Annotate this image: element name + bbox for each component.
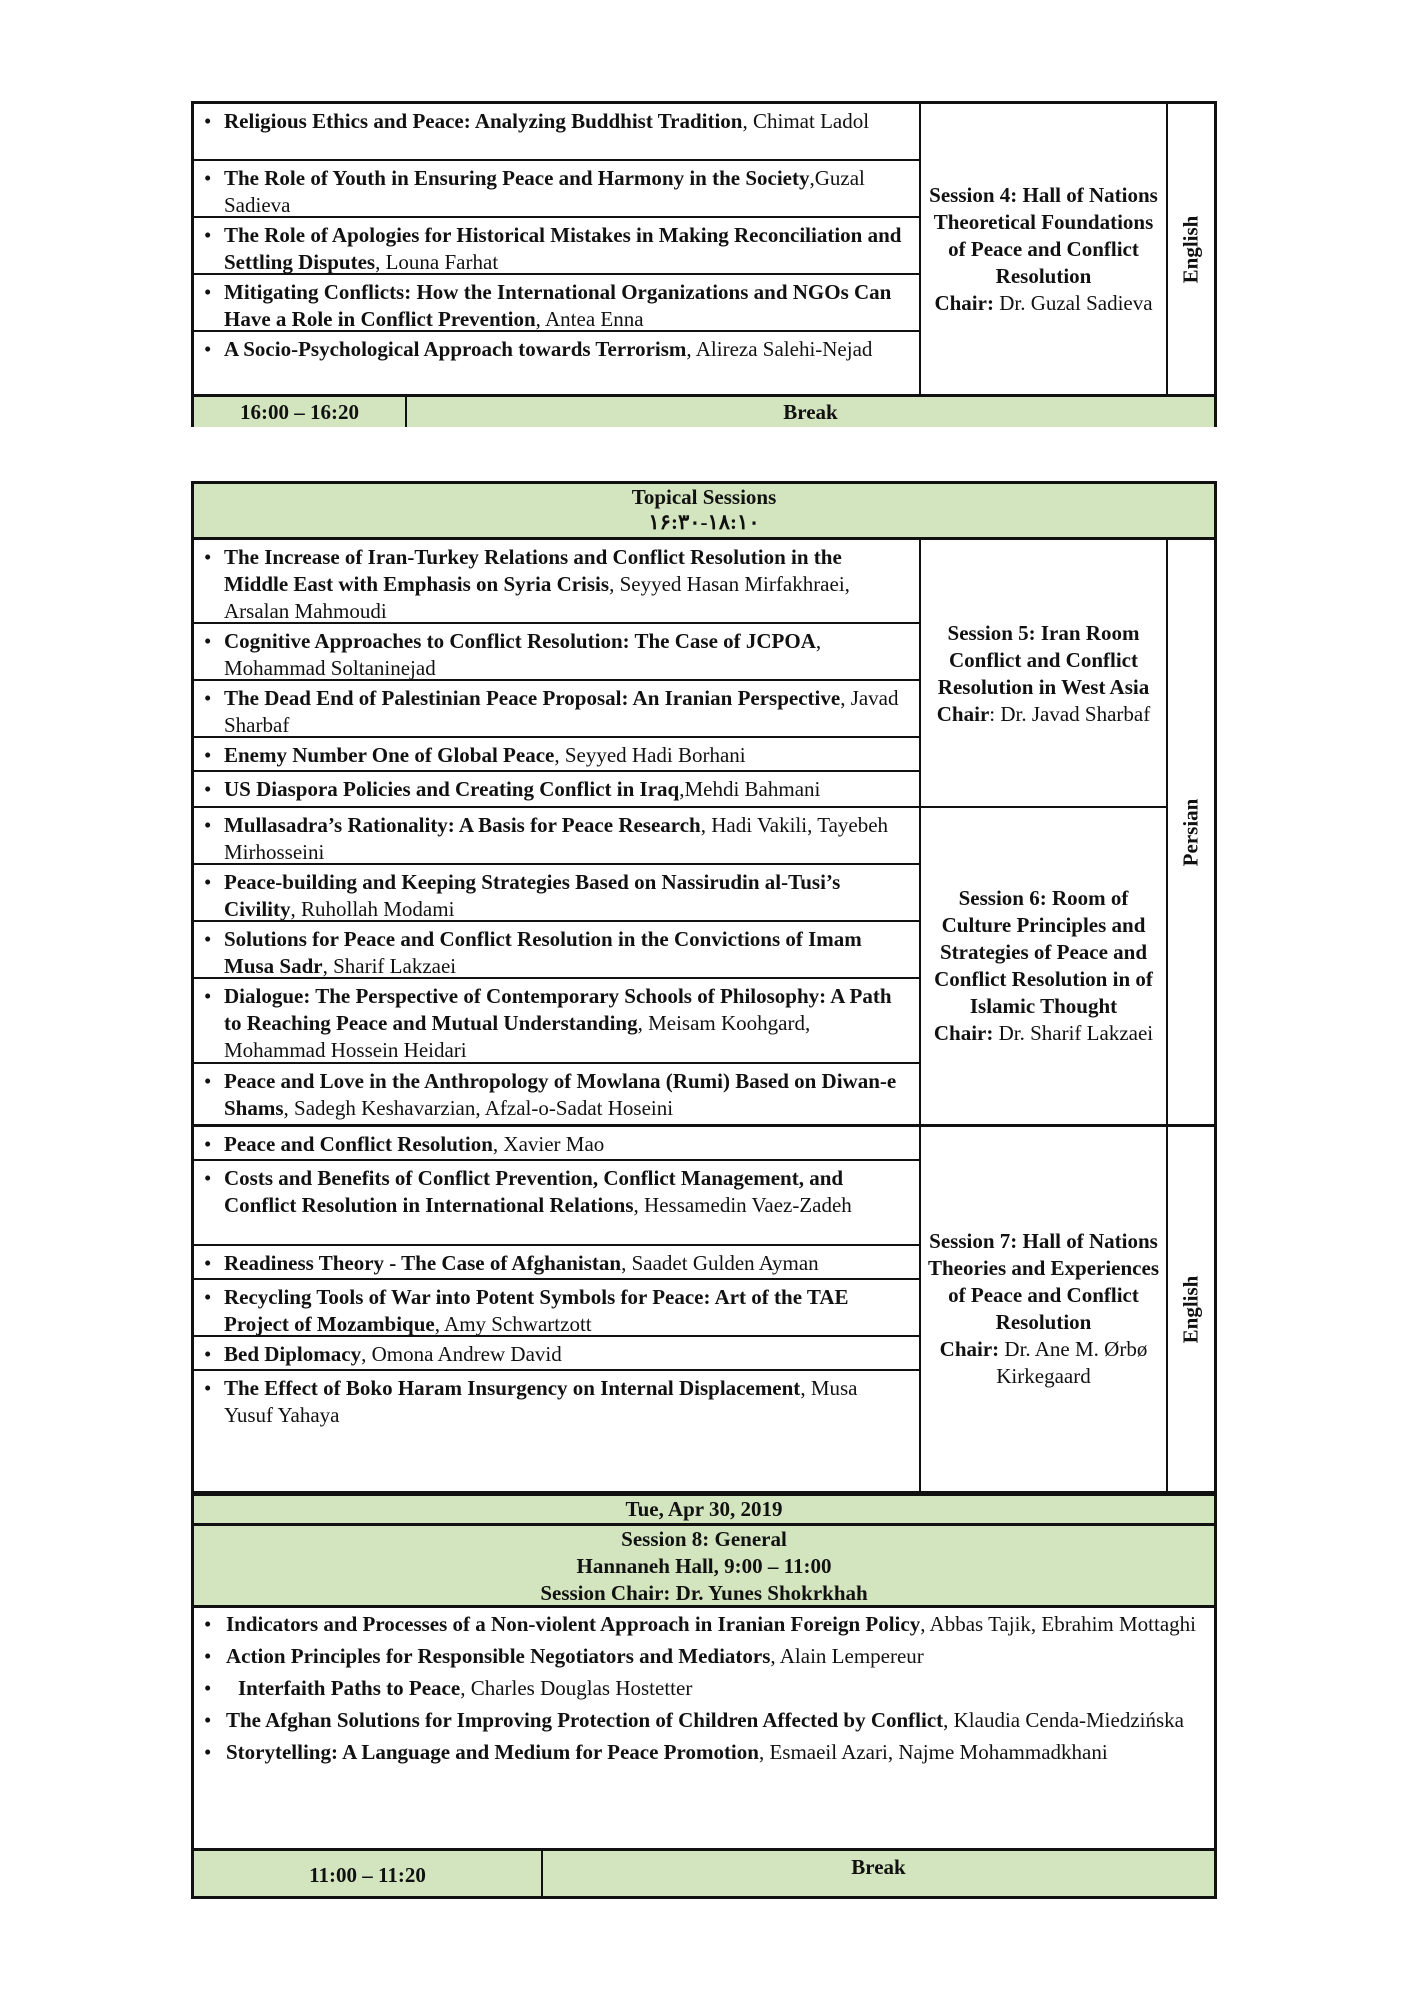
paper-item xyxy=(194,1640,1214,1672)
paper-authors: , Alain Lempereur xyxy=(770,1644,924,1668)
paper-item xyxy=(194,865,919,922)
paper-title: Bed Diplomacy xyxy=(224,1342,362,1366)
bullet-icon: • xyxy=(204,743,212,767)
chair-name: Dr. Guzal Sadieva xyxy=(993,290,1153,315)
paper-authors: , Seyyed Hadi Borhani xyxy=(554,743,746,767)
bullet-icon: • xyxy=(204,280,212,304)
paper-authors: , Sharif Lakzaei xyxy=(322,954,457,978)
chair-name: Dr. Sharif Lakzaei xyxy=(993,1021,1154,1045)
paper-item xyxy=(194,1064,919,1124)
session7-papers xyxy=(194,1127,919,1491)
language-cell xyxy=(1168,104,1214,394)
chair-name: : Dr. Javad Sharbaf xyxy=(989,701,1151,726)
paper-title: Action Principles for Responsible Negotiators and Mediators xyxy=(226,1644,771,1668)
session-chair xyxy=(927,1336,1160,1390)
chair-label: Chair: xyxy=(934,290,994,315)
paper-title: A Socio-Psychological Approach towards Terrorism xyxy=(224,337,687,361)
paper-item xyxy=(194,1280,919,1337)
paper-authors: , Meisam Koohgard, Mohammad Hossein Heidari xyxy=(224,1011,811,1062)
paper-authors: , Saadet Gulden Ayman xyxy=(621,1251,819,1275)
paper-item xyxy=(194,275,919,332)
paper-title: Mitigating Conflicts: How the International Organizations and NGOs Can Have a Role in Conflict Prevention xyxy=(224,280,892,331)
bullet-icon: • xyxy=(204,777,212,801)
paper-authors: ,Mehdi Bahmani xyxy=(679,777,821,801)
session8-table xyxy=(191,1493,1217,1899)
paper-authors: , Mohammad Soltaninejad xyxy=(224,629,822,680)
chair-name: Dr. Ane M. Ørbø Kirkegaard xyxy=(996,1337,1148,1388)
paper-title: Peace and Conflict Resolution xyxy=(224,1132,493,1156)
paper-item xyxy=(194,1704,1214,1736)
bullet-icon: • xyxy=(204,1740,212,1764)
break-time: 16:00 – 16:20 xyxy=(194,397,407,427)
paper-title: Interfaith Paths to Peace xyxy=(238,1676,461,1700)
paper-authors: , Hadi Vakili, Tayebeh Mirhosseini xyxy=(224,813,889,864)
session7-info xyxy=(919,1127,1168,1491)
date-row xyxy=(194,1496,1214,1526)
paper-item xyxy=(194,1736,1214,1768)
paper-item xyxy=(194,1608,1214,1640)
paper-title: The Dead End of Palestinian Peace Proposal: An Iranian Perspective xyxy=(224,686,841,710)
paper-item xyxy=(194,922,919,979)
session4-info xyxy=(919,104,1168,394)
language-cell xyxy=(1168,1127,1214,1491)
paper-title: Solutions for Peace and Conflict Resolution in the Convictions of Imam Musa Sadr xyxy=(224,927,862,978)
paper-title: The Afghan Solutions for Improving Protection of Children Affected by Conflict xyxy=(226,1708,944,1732)
paper-title: Enemy Number One of Global Peace xyxy=(224,743,555,767)
paper-title: Mullasadra’s Rationality: A Basis for Peace Research xyxy=(224,813,701,837)
paper-title: Readiness Theory - The Case of Afghanistan xyxy=(224,1251,622,1275)
paper-title: Costs and Benefits of Conflict Prevention, Conflict Management, and Conflict Resolution in International Relations xyxy=(224,1166,844,1217)
paper-title: The Role of Apologies for Historical Mistakes in Making Reconciliation and Settling Disputes xyxy=(224,223,902,274)
paper-authors: , Klaudia Cenda-Miedzińska xyxy=(943,1708,1184,1732)
paper-item xyxy=(194,1127,919,1161)
paper-authors: , Abbas Tajik, Ebrahim Mottaghi xyxy=(920,1612,1196,1636)
paper-title: The Increase of Iran-Turkey Relations and Conflict Resolution in the Middle East with Emphasis on Syria Crisis xyxy=(224,545,842,596)
bullet-icon: • xyxy=(204,109,212,133)
paper-item xyxy=(194,1371,919,1431)
bullet-icon: • xyxy=(204,1251,212,1275)
session-chair xyxy=(927,1020,1160,1047)
paper-title: Cognitive Approaches to Conflict Resolution: The Case of JCPOA xyxy=(224,629,816,653)
header-title: Topical Sessions xyxy=(631,485,777,509)
session-chair: Session Chair: Dr. Yunes Shokrkhah xyxy=(540,1581,868,1605)
session6-papers xyxy=(194,808,919,1124)
session8-papers xyxy=(194,1608,1214,1854)
paper-authors: , Omona Andrew David xyxy=(361,1342,562,1366)
bullet-icon: • xyxy=(204,1069,212,1093)
break-label: Break xyxy=(851,1855,906,1879)
bullet-icon: • xyxy=(204,1376,212,1400)
bullet-icon: • xyxy=(204,545,212,569)
paper-authors: , Ruhollah Modami xyxy=(290,897,455,921)
bullet-icon: • xyxy=(204,166,212,190)
session-heading: Session 5: Iran Room Conflict and Conflict Resolution in West Asia xyxy=(937,620,1150,699)
paper-authors: , Sadegh Keshavarzian, Afzal-o-Sadat Hoseini xyxy=(283,1096,674,1120)
session6-info xyxy=(919,808,1168,1124)
bullet-icon: • xyxy=(204,686,212,710)
paper-authors: , Hessamedin Vaez-Zadeh xyxy=(633,1193,852,1217)
paper-item xyxy=(194,104,919,161)
paper-item xyxy=(194,738,919,772)
paper-title: Indicators and Processes of a Non-violent Approach in Iranian Foreign Policy xyxy=(226,1612,921,1636)
bullet-icon: • xyxy=(204,1708,212,1732)
paper-authors: , Alireza Salehi-Nejad xyxy=(686,337,873,361)
bullet-icon: • xyxy=(204,1612,212,1636)
paper-item xyxy=(194,808,919,865)
bullet-icon: • xyxy=(204,337,212,361)
bullet-icon: • xyxy=(204,1644,212,1668)
language-cell xyxy=(1168,540,1214,1124)
session5-papers xyxy=(194,540,919,807)
paper-title: Dialogue: The Perspective of Contemporary Schools of Philosophy: A Path to Reaching Peace and Mutual Understanding xyxy=(224,984,892,1035)
paper-authors: , Javad Sharbaf xyxy=(224,686,899,737)
paper-item xyxy=(194,1246,919,1280)
language-label: English xyxy=(1178,1275,1203,1343)
paper-authors: , Louna Farhat xyxy=(375,250,499,274)
paper-item xyxy=(194,161,919,218)
session-date: Tue, Apr 30, 2019 xyxy=(625,1497,783,1521)
session4-papers xyxy=(194,104,919,394)
paper-item xyxy=(194,1161,919,1246)
language-label: Persian xyxy=(1178,798,1203,866)
chair-label: Chair: xyxy=(933,1021,994,1045)
paper-item xyxy=(194,772,919,807)
paper-authors: , Chimat Ladol xyxy=(742,109,870,133)
bullet-icon: • xyxy=(204,1342,212,1366)
chair-label: Chair: xyxy=(939,1337,1000,1361)
paper-title: The Effect of Boko Haram Insurgency on Internal Displacement xyxy=(224,1376,801,1400)
break-row xyxy=(194,1848,1214,1896)
break-row xyxy=(194,394,1214,427)
session5-info xyxy=(919,540,1168,807)
break-label: Break xyxy=(783,400,838,424)
paper-item xyxy=(194,332,919,394)
paper-authors: , Charles Douglas Hostetter xyxy=(460,1676,693,1700)
session-heading: Session 4: Hall of Nations Theoretical Foundations of Peace and Conflict Resolution xyxy=(929,182,1158,288)
paper-authors: , Xavier Mao xyxy=(492,1132,605,1156)
paper-authors: , Musa Yusuf Yahaya xyxy=(224,1376,858,1427)
paper-authors: , Seyyed Hasan Mirfakhraei, Arsalan Mahmoudi xyxy=(224,572,850,623)
chair-label: Chair xyxy=(936,701,990,726)
paper-item xyxy=(194,1672,1214,1704)
paper-title: US Diaspora Policies and Creating Conflict in Iraq xyxy=(224,777,680,801)
session-heading: Session 6: Room of Culture Principles and Strategies of Peace and Conflict Resolution in of Islamic Thought xyxy=(934,886,1153,1018)
bullet-icon: • xyxy=(204,870,212,894)
paper-authors: , Antea Enna xyxy=(535,307,644,331)
paper-title: Peace-building and Keeping Strategies Based on Nassirudin al-Tusi’s Civility xyxy=(224,870,841,921)
paper-item xyxy=(194,540,919,624)
paper-authors: , Amy Schwartzott xyxy=(434,1312,592,1336)
paper-item xyxy=(194,218,919,275)
paper-item xyxy=(194,681,919,738)
bullet-icon: • xyxy=(204,984,212,1008)
session-title: Session 8: General xyxy=(621,1527,787,1551)
paper-item xyxy=(194,1337,919,1371)
session4-table xyxy=(191,101,1217,427)
bullet-icon: • xyxy=(204,223,212,247)
header-time: ۱۶:۳۰-۱۸:۱۰ xyxy=(648,510,760,534)
bullet-icon: • xyxy=(204,1285,212,1309)
topical-sessions-table xyxy=(191,481,1217,1527)
paper-item xyxy=(194,979,919,1064)
paper-authors: ,Guzal Sadieva xyxy=(224,166,865,217)
bullet-icon: • xyxy=(204,813,212,837)
language-label: English xyxy=(1178,215,1203,283)
session8-header xyxy=(194,1526,1214,1608)
paper-title: The Role of Youth in Ensuring Peace and Harmony in the Society xyxy=(224,166,810,190)
bullet-icon: • xyxy=(204,1166,212,1190)
paper-title: Recycling Tools of War into Potent Symbols for Peace: Art of the TAE Project of Mozambique xyxy=(224,1285,849,1336)
session-chair xyxy=(927,701,1160,728)
session-chair xyxy=(927,290,1160,317)
bullet-icon: • xyxy=(204,927,212,951)
topical-sessions-header xyxy=(194,484,1214,540)
session-heading: Session 7: Hall of Nations Theories and Experiences of Peace and Conflict Resolution xyxy=(928,1229,1159,1334)
bullet-icon: • xyxy=(204,629,212,653)
bullet-icon: • xyxy=(204,1676,212,1700)
paper-title: Storytelling: A Language and Medium for Peace Promotion xyxy=(226,1740,759,1764)
session-hall-time: Hannaneh Hall, 9:00 – 11:00 xyxy=(576,1554,832,1578)
paper-title: Religious Ethics and Peace: Analyzing Buddhist Tradition xyxy=(224,109,743,133)
bullet-icon: • xyxy=(204,1132,212,1156)
paper-item xyxy=(194,624,919,681)
paper-authors: , Esmaeil Azari, Najme Mohammadkhani xyxy=(758,1740,1108,1764)
break-time: 11:00 – 11:20 xyxy=(194,1851,543,1896)
paper-title: Peace and Love in the Anthropology of Mowlana (Rumi) Based on Diwan-e Shams xyxy=(224,1069,897,1120)
